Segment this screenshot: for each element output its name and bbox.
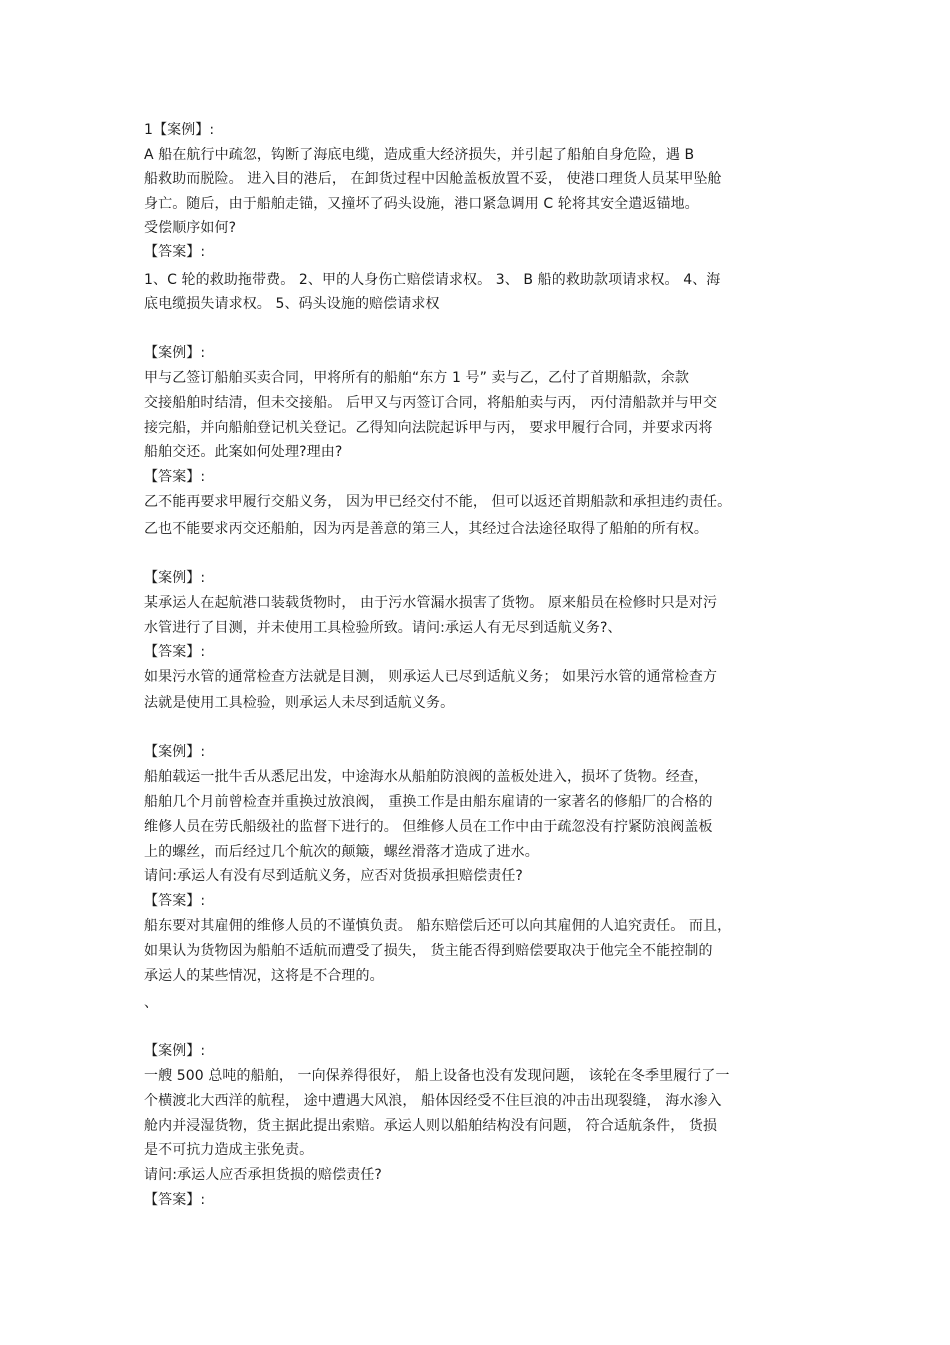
case-4-answer-line: 承运人的某些情况，这将是不合理的。 — [144, 968, 384, 984]
case-2-line: 甲与乙签订船舶买卖合同，甲将所有的船舶“东方 1 号” 卖与乙，乙付了首期船款，余款 — [144, 370, 689, 386]
case-4-answer-line: 船东要对其雇佣的维修人员的不谨慎负责。 船东赔偿后还可以向其雇佣的人追究责任。 而且， — [144, 918, 732, 934]
case-5-line: 舱内并浸湿货物，货主据此提出索赔。承运人则以船舶结构没有问题， 符合适航条件， 货损 — [144, 1118, 718, 1134]
case-1-line: A 船在航行中疏忽，钩断了海底电缆，造成重大经济损失，并引起了船舶自身危险，遇 B — [144, 147, 695, 163]
case-3-answer-label: 【答案】: — [144, 644, 206, 660]
case-5-line: 一艘 500 总吨的船舶， 一向保养得很好， 船上设备也没有发现问题， 该轮在冬季里履行了一 — [144, 1068, 730, 1084]
case-2-heading: 【案例】: — [144, 345, 206, 361]
case-2-answer-line: 乙也不能要求丙交还船舶，因为丙是善意的第三人，其经过合法途径取得了船舶的所有权。 — [144, 521, 708, 537]
case-4-answer-label: 【答案】: — [144, 893, 206, 909]
case-3-heading: 【案例】: — [144, 570, 206, 586]
case-5-line: 是不可抗力造成主张免责。 — [144, 1142, 314, 1158]
case-5-answer-label: 【答案】: — [144, 1192, 206, 1208]
case-1-line: 船救助而脱险。 进入目的港后， 在卸货过程中因舱盖板放置不妥， 使港口理货人员某甲坠舱 — [144, 171, 722, 187]
case-1-answer-line: 1、C 轮的救助拖带费。 2、甲的人身伤亡赔偿请求权。 3、 B 船的救助款项请求权。 4、海 — [144, 272, 721, 288]
case-3-line: 水管进行了目测，并未使用工具检验所致。请问:承运人有无尽到适航义务?、 — [144, 620, 622, 636]
case-4-line: 船舶几个月前曾检查并重换过放浪阀， 重换工作是由船东雇请的一家著名的修船厂的合格的 — [144, 794, 713, 810]
case-4-line: 船舶载运一批牛舌从悉尼出发，中途海水从船舶防浪阀的盖板处进入，损坏了货物。经查， — [144, 769, 708, 785]
case-1-heading: 1【案例】: — [144, 122, 215, 138]
case-1-line: 受偿顺序如何? — [144, 220, 237, 236]
case-4-line: 上的螺丝，而后经过几个航次的颠簸，螺丝滑落才造成了进水。 — [144, 844, 539, 860]
case-4-line: 维修人员在劳氏船级社的监督下进行的。 但维修人员在工作中由于疏忽没有拧紧防浪阀盖板 — [144, 819, 713, 835]
case-4-line: 请问:承运人有没有尽到适航义务，应否对货损承担赔偿责任? — [144, 868, 523, 884]
case-3-line: 某承运人在起航港口装载货物时， 由于污水管漏水损害了货物。 原来船员在检修时只是对污 — [144, 595, 718, 611]
case-1-line: 身亡。随后，由于船舶走锚，又撞坏了码头设施，港口紧急调用 C 轮将其安全遣返锚地。 — [144, 196, 699, 212]
case-2-answer-label: 【答案】: — [144, 469, 206, 485]
case-5-heading: 【案例】: — [144, 1043, 206, 1059]
case-5-line: 个横渡北大西洋的航程， 途中遭遇大风浪， 船体因经受不住巨浪的冲击出现裂缝， 海水渗入 — [144, 1093, 722, 1109]
case-4-answer-line: 、 — [144, 995, 159, 1011]
case-2-answer-line: 乙不能再要求甲履行交船义务， 因为甲已经交付不能， 但可以返还首期船款和承担违约责任。 — [144, 494, 732, 510]
case-1-answer-line: 底电缆损失请求权。 5、码头设施的赔偿请求权 — [144, 296, 440, 312]
case-3-answer-line: 法就是使用工具检验，则承运人未尽到适航义务。 — [144, 695, 455, 711]
case-2-line: 接完船，并向船舶登记机关登记。乙得知向法院起诉甲与丙， 要求甲履行合同，并要求丙将 — [144, 420, 713, 436]
case-5-line: 请问:承运人应否承担货损的赔偿责任? — [144, 1167, 382, 1183]
case-1-answer-label: 【答案】: — [144, 244, 206, 260]
case-4-answer-line: 如果认为货物因为船舶不适航而遭受了损失， 货主能否得到赔偿要取决于他完全不能控制的 — [144, 943, 713, 959]
case-4-heading: 【案例】: — [144, 744, 206, 760]
case-2-line: 交接船舶时结清，但未交接船。 后甲又与丙签订合同，将船舶卖与丙， 丙付清船款并与甲交 — [144, 395, 718, 411]
case-3-answer-line: 如果污水管的通常检查方法就是目测， 则承运人已尽到适航义务； 如果污水管的通常检查方 — [144, 669, 718, 685]
case-2-line: 船舶交还。此案如何处理?理由? — [144, 444, 343, 460]
